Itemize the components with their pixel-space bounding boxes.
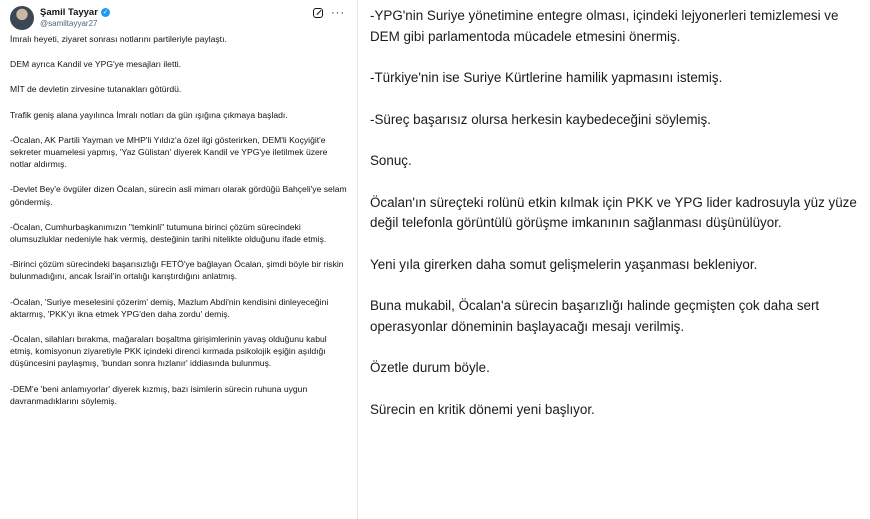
- tweet-paragraph: DEM ayrıca Kandil ve YPG'ye mesajları iletti.: [10, 59, 182, 70]
- continuation-paragraph: Buna mukabil, Öcalan'a sürecin başarızlığı halinde geçmişten çok daha sert operasyonlar döneminin başlayacağı mesajı verilmiş.: [370, 298, 820, 334]
- continuation-paragraph: Öcalan'ın süreçteki rolünü etkin kılmak için PKK ve YPG lider kadrosuyla yüz yüze değil telefonla görüntülü görüşme imkanının sağlanması düşünülüyor.: [370, 194, 857, 230]
- grok-icon[interactable]: [313, 8, 323, 18]
- continuation-paragraph: -YPG'nin Suriye yönetimine entegre olması, içindeki lejyonerleri temizlemesi ve DEM gibi parlamentoda mücadele etmesini önermiş.: [370, 8, 839, 44]
- continuation-paragraph: -Süreç başarısız olursa herkesin kaybedeceğini söylemiş.: [370, 111, 711, 127]
- tweet-paragraph: -DEM'e 'beni anlamıyorlar' diyerek kızmış, bazı isimlerin sürecin ruhuna uygun davranmadıklarını söylemiş.: [10, 383, 308, 406]
- tweet-paragraph: Trafik geniş alana yayılınca İmralı notları da gün ışığına çıkmaya başladı.: [10, 109, 288, 120]
- continuation-paragraph: Yeni yıla girerken daha somut gelişmelerin yaşanması bekleniyor.: [370, 256, 758, 272]
- tweet-paragraph: -Öcalan, Cumhurbaşkanımızın "temkinli" tutumuna birinci çözüm sürecindeki olumsuzluklar nedeniyle hak vermiş, desteğinin tarihi nitelikte olduğunu ifade etmiş.: [10, 221, 327, 245]
- more-options-icon[interactable]: ···: [331, 7, 345, 19]
- tweet-paragraph: MİT de devletin zirvesine tutanakları götürdü.: [10, 84, 182, 95]
- tweet-screenshot-panel: [0, 0, 358, 519]
- verified-badge-icon: ✓: [102, 9, 109, 16]
- tweet-text: [10, 33, 349, 407]
- continuation-paragraph: Özetle durum böyle.: [370, 360, 490, 375]
- author-avatar[interactable]: [10, 6, 34, 30]
- tweet-paragraph: -Devlet Bey'e övgüler dizen Öcalan, sürecin asli mimarı olarak gördüğü Bahçeli'ye selam göndermiş.: [10, 184, 347, 207]
- tweet-paragraph: -Birinci çözüm sürecindeki başarısızlığı FETÖ'ye bağlayan Öcalan, şimdi böyle bir riskin bulunmadığını, ancak İsrail'in ortalığı karıştırdığını anlatmış.: [10, 259, 344, 282]
- tweet-paragraph: -Öcalan, AK Partili Yayman ve MHP'li Yıldız'a özel ilgi gösterirken, DEM'li Koçyiğit'e sekreter muamelesi yapmış, 'Yaz Gülistan' diyerek Kandil ve YPG'ye iletilmek üzere notlar aldırmış.: [10, 134, 328, 170]
- tweet-header-actions: [313, 8, 345, 18]
- author-handle[interactable]: @samiltayyar27: [40, 19, 98, 28]
- tweet-paragraph: -Öcalan, silahları bırakma, mağaraları boşaltma girişimlerinin yavaş olduğunu kabul etmiş, komisyonun ziyaretiyle PKK içindeki direnci kırmada psikolojik eşiğin aşıldığı düşüncesini paylaşmış, 'bundan sonra hızlanır' iddiasında bulunmuş.: [10, 334, 327, 369]
- author-name[interactable]: Şamil Tayyar: [40, 7, 98, 18]
- tweet-continuation-panel: [370, 6, 862, 441]
- tweet-paragraph: -Öcalan, 'Suriye meselesini çözerim' demiş, Mazlum Abdi'nin kendisini dinleyeceğini aktarmış, 'PKK'yı ikna etmek YPG'den daha zordu' demiş.: [10, 296, 329, 319]
- author-name-row[interactable]: [40, 7, 110, 18]
- tweet-header: [10, 3, 349, 33]
- tweet-paragraph: İmralı heyeti, ziyaret sonrası notlarını partileriyle paylaştı.: [10, 34, 227, 44]
- continuation-paragraph: Sürecin en kritik dönemi yeni başlıyor.: [370, 401, 595, 417]
- continuation-paragraph: Sonuç.: [370, 153, 412, 168]
- continuation-paragraph: -Türkiye'nin ise Suriye Kürtlerine hamilik yapmasını istemiş.: [370, 70, 723, 85]
- author-info: [40, 7, 110, 29]
